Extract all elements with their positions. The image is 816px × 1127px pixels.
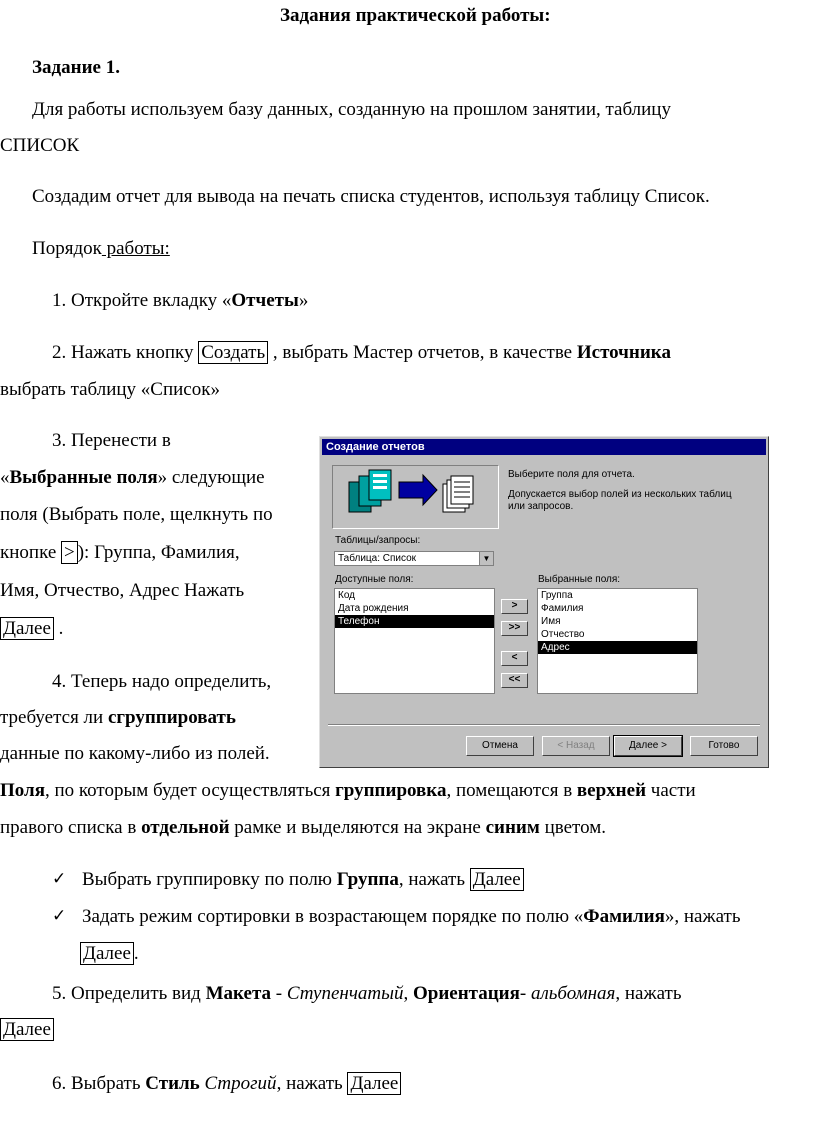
move-button-ref: >: [61, 541, 78, 564]
step-3-line5: Имя, Отчество, Адрес Нажать: [0, 580, 245, 601]
hint-multiple-tables-1: Допускается выбор полей из нескольких таблиц: [508, 489, 732, 500]
step-5-line2: [0, 1018, 54, 1042]
list-item[interactable]: Дата рождения: [338, 603, 409, 614]
paragraph-report: Создадим отчет для вывода на печать списка студентов, используя таблицу Список.: [32, 186, 710, 207]
move-one-button[interactable]: >: [501, 599, 528, 614]
step-2-line2: выбрать таблицу «Список»: [0, 379, 220, 400]
list-item[interactable]: Код: [338, 590, 356, 601]
step-6: 6. Выбрать Стиль Строгий, нажать Далее: [52, 1072, 401, 1096]
divider: [328, 724, 760, 726]
check-icon: ✓: [52, 906, 67, 926]
step-4-line3: данные по какому-либо из полей.: [0, 743, 270, 764]
chevron-down-icon[interactable]: ▼: [479, 552, 493, 565]
cancel-button[interactable]: Отмена: [466, 736, 534, 756]
step-4-line4: Поля, по которым будет осуществляться группировка, помещаются в верхней части: [0, 780, 696, 801]
report-wizard-dialog: [319, 436, 769, 768]
step-3-line3: поля (Выбрать поле, щелкнуть по: [0, 504, 273, 525]
tables-select[interactable]: Таблица: Список ▼: [334, 551, 494, 566]
finish-button[interactable]: Готово: [690, 736, 758, 756]
step-3-line1: 3. Перенести в: [52, 430, 171, 451]
back-button[interactable]: < Назад: [542, 736, 610, 756]
available-fields-list[interactable]: [334, 588, 495, 694]
list-item[interactable]: Фамилия: [541, 603, 584, 614]
list-item[interactable]: Адрес: [538, 641, 697, 654]
bullet-sorting-line2: Далее .: [80, 942, 139, 966]
wizard-illustration: [332, 465, 499, 529]
hint-choose-fields: Выберите поля для отчета.: [508, 469, 635, 480]
list-item[interactable]: Имя: [541, 616, 561, 627]
step-3-line6: Далее .: [0, 617, 63, 641]
remove-all-button[interactable]: <<: [501, 673, 528, 688]
step-3-line4: кнопке > ): Группа, Фамилия,: [0, 542, 240, 563]
next-button[interactable]: Далее >: [614, 736, 682, 756]
step-4-line5: правого списка в отдельной рамке и выделяются на экране синим цветом.: [0, 817, 606, 838]
step-1: 1. Откройте вкладку «Отчеты»: [52, 290, 309, 311]
list-item[interactable]: Отчество: [541, 629, 585, 640]
move-all-button[interactable]: >>: [501, 621, 528, 636]
selected-fields-label: Выбранные поля:: [538, 574, 621, 585]
next-button-ref: Далее: [470, 868, 524, 891]
step-2-line1: 2. Нажать кнопку Создать , выбрать Мастер отчетов, в качестве Источника: [52, 342, 671, 363]
available-fields-label: Доступные поля:: [335, 574, 414, 585]
next-button-ref: Далее: [0, 617, 54, 640]
hint-multiple-tables-2: или запросов.: [508, 501, 574, 512]
next-button-ref: Далее: [0, 1018, 54, 1041]
list-item[interactable]: Телефон: [335, 615, 494, 628]
dialog-title: Создание отчетов: [322, 439, 766, 455]
step-5-line1: 5. Определить вид Макета - Ступенчатый, Ориентация- альбомная, нажать: [52, 983, 682, 1004]
check-icon: ✓: [52, 869, 67, 889]
step-4-line1: 4. Теперь надо определить,: [52, 671, 272, 692]
page-title: Задания практической работы:: [280, 5, 551, 26]
create-button-ref: Создать: [198, 341, 268, 364]
task-heading: Задание 1.: [32, 57, 120, 78]
order-heading: Порядок работы:: [32, 238, 170, 259]
fields-to-report-icon: [333, 466, 496, 526]
step-4-line2: требуется ли сгруппировать: [0, 707, 236, 728]
next-button-ref: Далее: [80, 942, 134, 965]
remove-one-button[interactable]: <: [501, 651, 528, 666]
step-3-line2: «Выбранные поля» следующие: [0, 467, 265, 488]
paragraph-intro-line1: Для работы используем базу данных, созданную на прошлом занятии, таблицу: [32, 99, 671, 120]
next-button-ref: Далее: [347, 1072, 401, 1095]
bullet-sorting: Задать режим сортировки в возрастающем порядке по полю «Фамилия», нажать: [82, 906, 741, 927]
selected-fields-list[interactable]: [537, 588, 698, 694]
list-item[interactable]: Группа: [541, 590, 573, 601]
tables-label: Таблицы/запросы:: [335, 535, 421, 546]
bullet-grouping: Выбрать группировку по полю Группа, нажать Далее: [82, 868, 524, 892]
paragraph-intro-line2: СПИСОК: [0, 135, 80, 156]
